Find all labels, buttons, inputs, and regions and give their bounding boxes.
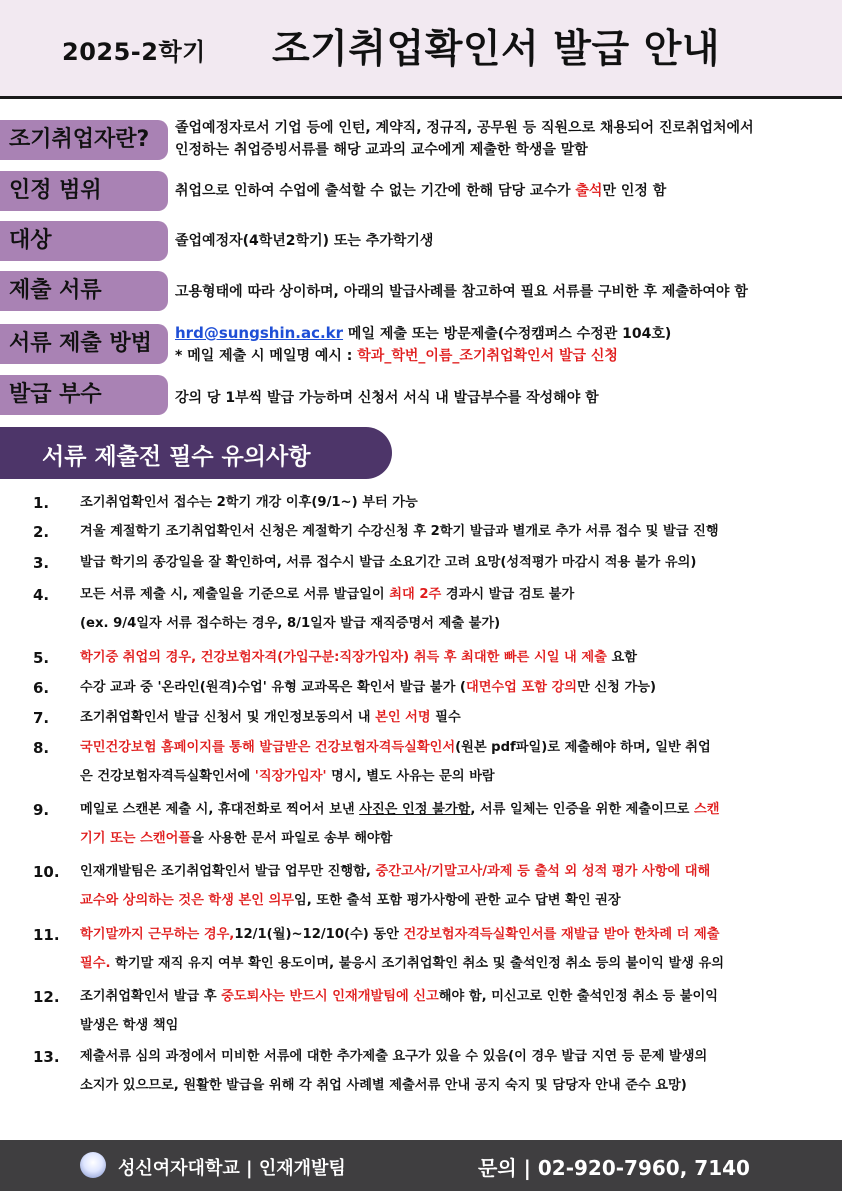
notice-item-text [80, 703, 825, 732]
notice-item-text [80, 673, 825, 702]
notice-item-text [80, 548, 825, 577]
info-text-part: 메일 제출 또는 방문제출(수정캠퍼스 수정관 104호) [343, 326, 672, 342]
notice-item-line [80, 920, 825, 949]
notice-text-part: 발급 학기의 종강일을 잘 확인하여, 서류 접수시 발급 소요기간 고려 요망(성적평가 마감시 적용 불가 유의) [80, 555, 697, 570]
notice-text-part: 필수 [430, 710, 461, 725]
notice-item-line [80, 982, 825, 1011]
email-link[interactable]: hrd@sungshin.ac.kr [175, 324, 344, 342]
notice-text-part: 겨울 계절학기 조기취업확인서 신청은 계절학기 수강신청 후 2학기 발급과 별개로 추가 서류 접수 및 발급 진행 [80, 524, 719, 539]
notice-item-line [80, 762, 825, 791]
notice-item-text [80, 795, 825, 853]
notice-item-text [80, 517, 825, 546]
info-text-highlight: 출석 [575, 183, 603, 199]
info-text-line: 인정하는 취업증빙서류를 해당 교과의 교수에게 제출한 학생을 말함 [175, 142, 588, 158]
notice-item-number: 7. [33, 709, 50, 727]
notice-highlight: 학기중 취업의 경우, 건강보험자격(가입구분:직장가입자) 취득 후 최대한 빠른 시일 내 제출 [80, 650, 607, 665]
notice-highlight: 중도퇴사는 반드시 인재개발팀에 신고 [221, 989, 439, 1004]
notice-item-number: 10. [33, 863, 60, 881]
notice-item-text [80, 1042, 825, 1100]
notice-text-part: 학기말 재직 유지 여부 확인 용도이며, 불응시 조기취업확인 취소 및 출석인정 취소 등의 불이익 발생 유의 [110, 956, 725, 971]
info-label: 서류 제출 방법 [0, 324, 168, 364]
notice-item-line [80, 857, 825, 886]
notice-text-part: (ex. 9/4일자 서류 접수하는 경우, 8/1일자 발급 재직증명서 제출 불가) [80, 616, 501, 631]
notice-text-part: 요함 [606, 650, 637, 665]
notice-text-part: 조기취업확인서 발급 후 [80, 989, 222, 1004]
info-label: 제출 서류 [0, 271, 168, 311]
notice-text-part: , 서류 일체는 인증을 위한 제출이므로 [470, 802, 694, 817]
notice-item-number: 13. [33, 1048, 60, 1066]
notice-text-part: 소지가 있으므로, 원활한 발급을 위해 각 취업 사례별 제출서류 안내 공지 숙지 및 담당자 안내 준수 요망) [80, 1078, 687, 1093]
notice-item-line [80, 1042, 825, 1071]
term-label: 2025-2학기 [62, 38, 206, 66]
notice-text-part: 사진은 인정 불가함 [359, 802, 471, 817]
notice-item-line [80, 548, 825, 577]
notice-text-part: 을 사용한 문서 파일로 송부 해야함 [191, 831, 393, 846]
notice-item-text [80, 982, 825, 1040]
notice-highlight: 필수. [80, 956, 111, 971]
page-footer [0, 1140, 842, 1191]
notice-highlight: 본인 서명 [375, 710, 431, 725]
info-text: 강의 당 1부씩 발급 가능하며 신청서 서식 내 발급부수를 작성해야 함 [175, 390, 599, 406]
page-title: 조기취업확인서 발급 안내 [272, 27, 721, 72]
info-text [175, 180, 666, 202]
notice-item-line [80, 824, 825, 853]
notice-highlight: 기기 또는 스캔어플 [80, 831, 192, 846]
notice-highlight: 학기말까지 근무하는 경우, [80, 927, 235, 942]
info-text: 고용형태에 따라 상이하며, 아래의 발급사례를 참고하여 필요 서류를 구비한 후 제출하여야 함 [175, 284, 748, 300]
info-text: 졸업예정자(4학년2학기) 또는 추가학기생 [175, 233, 434, 249]
notice-highlight: 최대 2주 [389, 587, 442, 602]
info-text-part: 취업으로 인하여 수업에 출석할 수 없는 기간에 한해 담당 교수가 [175, 183, 576, 199]
notice-item-number: 2. [33, 523, 50, 541]
notice-item-text [80, 920, 825, 978]
notice-item-number: 5. [33, 649, 50, 667]
notice-item-text [80, 857, 825, 915]
info-label: 인정 범위 [0, 171, 168, 211]
notice-text-part: 메일로 스캔본 제출 시, 휴대전화로 찍어서 보낸 [80, 802, 360, 817]
info-text-line: 졸업예정자로서 기업 등에 인턴, 계약직, 정규직, 공무원 등 직원으로 채용되어 진로취업처에서 [175, 120, 754, 136]
info-label: 발급 부수 [0, 375, 168, 415]
notice-highlight: 건강보험자격득실확인서를 재발급 받아 한차례 더 제출 [403, 927, 720, 942]
university-logo-icon [80, 1152, 106, 1178]
notice-item-line [80, 517, 825, 546]
notice-text-part: 임, 또한 출석 포함 평가사항에 관한 교수 답변 확인 권장 [294, 893, 621, 908]
notice-text-part: 인재개발팀은 조기취업확인서 발급 업무만 진행함, [80, 864, 376, 879]
notice-item-line [80, 703, 825, 732]
notice-item-line [80, 580, 825, 609]
notice-item-line [80, 673, 825, 702]
notice-text-part: 조기취업확인서 접수는 2학기 개강 이후(9/1~) 부터 가능 [80, 495, 418, 510]
notice-item-number: 1. [33, 494, 50, 512]
notice-item-number: 11. [33, 926, 60, 944]
notice-highlight: 국민건강보험 홈페이지를 통해 발급받은 건강보험자격득실확인서 [80, 740, 456, 755]
notice-item-text [80, 643, 825, 672]
notice-text-part: (원본 pdf파일)로 제출해야 하며, 일반 취업 [455, 740, 711, 755]
notice-text-part: 발생은 학생 책임 [80, 1018, 179, 1033]
info-text-part: * 메일 제출 시 메일명 예시 : [175, 348, 358, 364]
notice-heading-label: 서류 제출전 필수 유의사항 [42, 444, 311, 470]
info-text-highlight: 학과_학번_이름_조기취업확인서 발급 신청 [357, 348, 618, 364]
notice-text-part: 경과시 발급 검토 불가 [441, 587, 575, 602]
info-text [175, 322, 671, 367]
notice-item-line [80, 1011, 825, 1040]
notice-text-part: 제출서류 심의 과정에서 미비한 서류에 대한 추가제출 요구가 있을 수 있음(이 경우 발급 지연 등 문제 발생의 [80, 1049, 708, 1064]
notice-text-part: 수강 교과 중 '온라인(원격)수업' 유형 교과목은 확인서 발급 불가 ( [80, 680, 466, 695]
notice-highlight: 대면수업 포함 강의 [465, 680, 578, 695]
notice-item-number: 12. [33, 988, 60, 1006]
notice-item-number: 4. [33, 586, 50, 604]
notice-item-number: 6. [33, 679, 50, 697]
info-text [175, 117, 754, 161]
notice-item-line [80, 949, 825, 978]
notice-item-text [80, 733, 825, 791]
notice-heading [0, 427, 392, 479]
notice-text-part: 조기취업확인서 발급 신청서 및 개인정보동의서 내 [80, 710, 376, 725]
notice-item-text [80, 580, 825, 638]
notice-text-part: 은 건강보험자격득실확인서에 [80, 769, 255, 784]
notice-item-line [80, 1071, 825, 1100]
notice-item-number: 9. [33, 801, 50, 819]
notice-item-number: 8. [33, 739, 50, 757]
notice-text-part: 해야 함, 미신고로 인한 출석인정 취소 등 불이익 [438, 989, 718, 1004]
notice-item-line [80, 795, 825, 824]
notice-text-part: 모든 서류 제출 시, 제출일을 기준으로 서류 발급일이 [80, 587, 390, 602]
notice-text-part: 만 신청 가능) [577, 680, 656, 695]
notice-text-part: 명시, 별도 사유는 문의 바람 [326, 769, 495, 784]
notice-item-line [80, 733, 825, 762]
notice-item-line [80, 643, 825, 672]
notice-highlight: 중간고사/기말고사/과제 등 출석 외 성적 평가 사항에 대해 [375, 864, 711, 879]
notice-item-text [80, 488, 825, 517]
notice-item-number: 3. [33, 554, 50, 572]
footer-contact: 문의 | 02-920-7960, 7140 [478, 1156, 750, 1180]
info-label: 대상 [0, 221, 168, 261]
notice-highlight: 스캔 [693, 802, 720, 817]
info-text-part: 만 인정 함 [602, 183, 667, 199]
page-header [0, 0, 842, 99]
info-label: 조기취업자란? [0, 120, 168, 160]
notice-highlight: '직장가입자' [254, 769, 327, 784]
notice-item-line [80, 609, 825, 638]
notice-item-line [80, 886, 825, 915]
notice-highlight: 교수와 상의하는 것은 학생 본인 의무 [80, 893, 295, 908]
footer-university: 성신여자대학교 | 인재개발팀 [118, 1158, 346, 1179]
notice-text-part: 12/1(월)~12/10(수) 동안 [234, 927, 404, 942]
notice-item-line [80, 488, 825, 517]
